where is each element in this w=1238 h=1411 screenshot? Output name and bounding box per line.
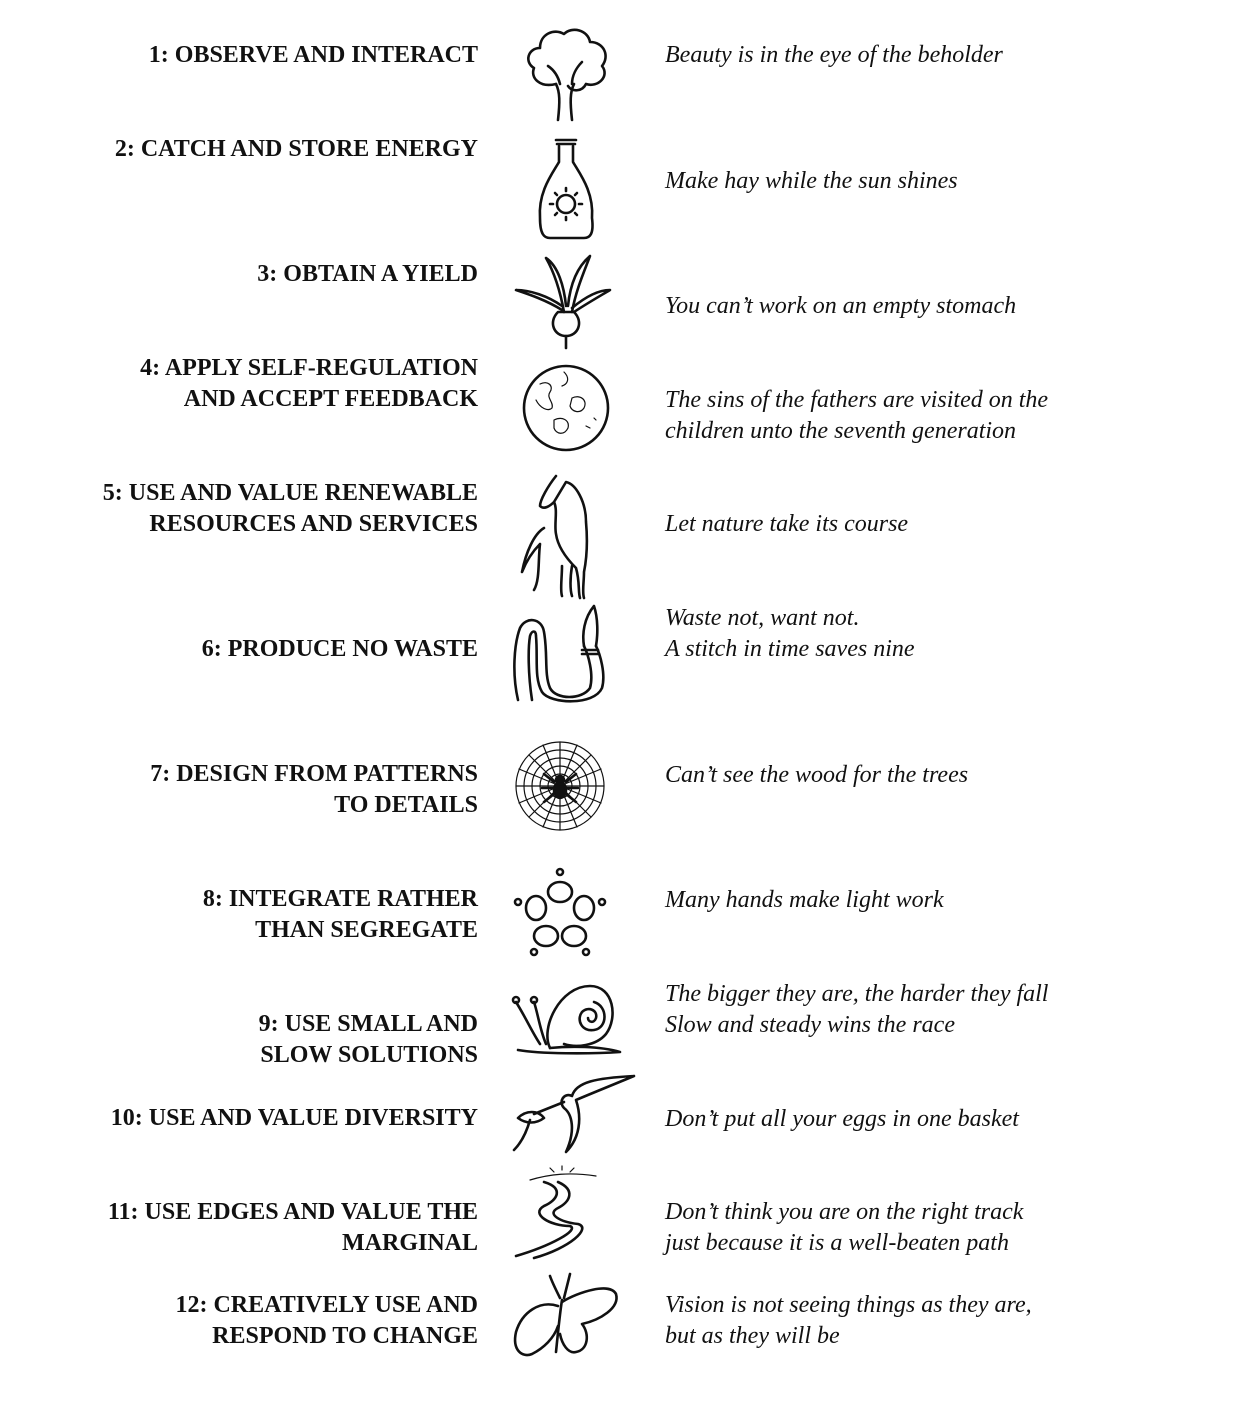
principle-2: [0, 134, 478, 165]
principle-12-line-2: RESPOND TO CHANGE: [212, 1323, 478, 1349]
principle-7: [0, 759, 478, 821]
butterfly-icon: [510, 1272, 622, 1372]
principle-4-line-1: 4: APPLY SELF-REGULATION: [140, 355, 478, 381]
hummingbird-icon: [510, 1074, 622, 1174]
proverb-8: [665, 885, 1225, 916]
proverb-12: [665, 1290, 1225, 1352]
principle-6-line-1: 6: PRODUCE NO WASTE: [201, 636, 478, 662]
proverb-10-line-1: Don’t put all your eggs in one basket: [665, 1106, 1019, 1132]
worm-icon: [510, 604, 622, 704]
proverb-9-line-2: Slow and steady wins the race: [665, 1012, 955, 1038]
bottled-sun-icon: [510, 138, 622, 238]
snail-icon: [510, 978, 622, 1078]
principle-9-line-2: SLOW SOLUTIONS: [260, 1042, 478, 1068]
radish-icon: [510, 250, 622, 350]
tree-icon: [510, 22, 622, 122]
proverb-3: [665, 291, 1225, 322]
principle-3: [0, 259, 478, 290]
principle-11-line-2: MARGINAL: [342, 1230, 478, 1256]
principle-8-line-2: THAN SEGREGATE: [255, 917, 478, 943]
proverb-5: [665, 509, 1225, 540]
proverb-10: [665, 1104, 1225, 1135]
principle-5-line-1: 5: USE AND VALUE RENEWABLE: [102, 480, 478, 506]
proverb-4-line-2: children unto the seventh generation: [665, 418, 1017, 444]
principle-5-line-2: RESOURCES AND SERVICES: [149, 511, 478, 537]
principle-8-line-1: 8: INTEGRATE RATHER: [202, 886, 478, 912]
proverb-5-line-1: Let nature take its course: [665, 511, 909, 537]
principle-9-line-1: 9: USE SMALL AND: [258, 1011, 478, 1037]
proverb-1: [665, 40, 1225, 71]
proverb-11-line-2: just because it is a well-beaten path: [665, 1230, 1009, 1256]
proverb-4-line-1: The sins of the fathers are visited on the: [665, 387, 1049, 413]
principle-8: [0, 884, 478, 946]
proverb-12-line-2: but as they will be: [665, 1323, 840, 1349]
proverb-6: [665, 603, 1225, 665]
principle-7-line-2: TO DETAILS: [334, 792, 478, 818]
proverb-7: [665, 760, 1225, 791]
principle-7-line-1: 7: DESIGN FROM PATTERNS: [150, 761, 478, 787]
horse-icon: [510, 472, 622, 600]
proverb-12-line-1: Vision is not seeing things as they are,: [665, 1292, 1032, 1318]
principle-12-line-1: 12: CREATIVELY USE AND: [175, 1292, 478, 1318]
principle-2-line-1: 2: CATCH AND STORE ENERGY: [114, 136, 478, 162]
principle-4: [0, 353, 478, 415]
proverb-9: [665, 979, 1225, 1041]
principle-10: [0, 1103, 478, 1134]
circle-pattern-icon: [510, 866, 622, 966]
principle-6: [0, 634, 478, 665]
winding-path-icon: [510, 1160, 622, 1260]
proverb-11-line-1: Don’t think you are on the right track: [665, 1199, 1024, 1225]
proverb-8-line-1: Many hands make light work: [665, 887, 944, 913]
proverb-6-line-2: A stitch in time saves nine: [665, 636, 915, 662]
principle-9: [0, 1009, 478, 1071]
proverb-9-line-1: The bigger they are, the harder they fall: [665, 981, 1049, 1007]
principle-4-line-2: AND ACCEPT FEEDBACK: [183, 386, 478, 412]
proverb-3-line-1: You can’t work on an empty stomach: [665, 293, 1017, 319]
principle-11: [0, 1197, 478, 1259]
principle-1-line-1: 1: OBSERVE AND INTERACT: [148, 42, 478, 68]
proverb-2-line-1: Make hay while the sun shines: [665, 168, 958, 194]
principle-12: [0, 1290, 478, 1352]
principle-10-line-1: 10: USE AND VALUE DIVERSITY: [110, 1105, 478, 1131]
principle-5: [0, 478, 478, 540]
spiderweb-icon: [510, 738, 622, 838]
proverb-6-line-1: Waste not, want not.: [665, 605, 860, 631]
proverb-11: [665, 1197, 1225, 1259]
principle-1: [0, 40, 478, 71]
proverb-2: [665, 166, 1225, 197]
principle-11-line-1: 11: USE EDGES AND VALUE THE: [107, 1199, 478, 1225]
proverb-1-line-1: Beauty is in the eye of the beholder: [665, 42, 1003, 68]
globe-icon: [510, 358, 622, 458]
principle-3-line-1: 3: OBTAIN A YIELD: [257, 261, 478, 287]
proverb-7-line-1: Can’t see the wood for the trees: [665, 762, 969, 788]
proverb-4: [665, 385, 1225, 447]
